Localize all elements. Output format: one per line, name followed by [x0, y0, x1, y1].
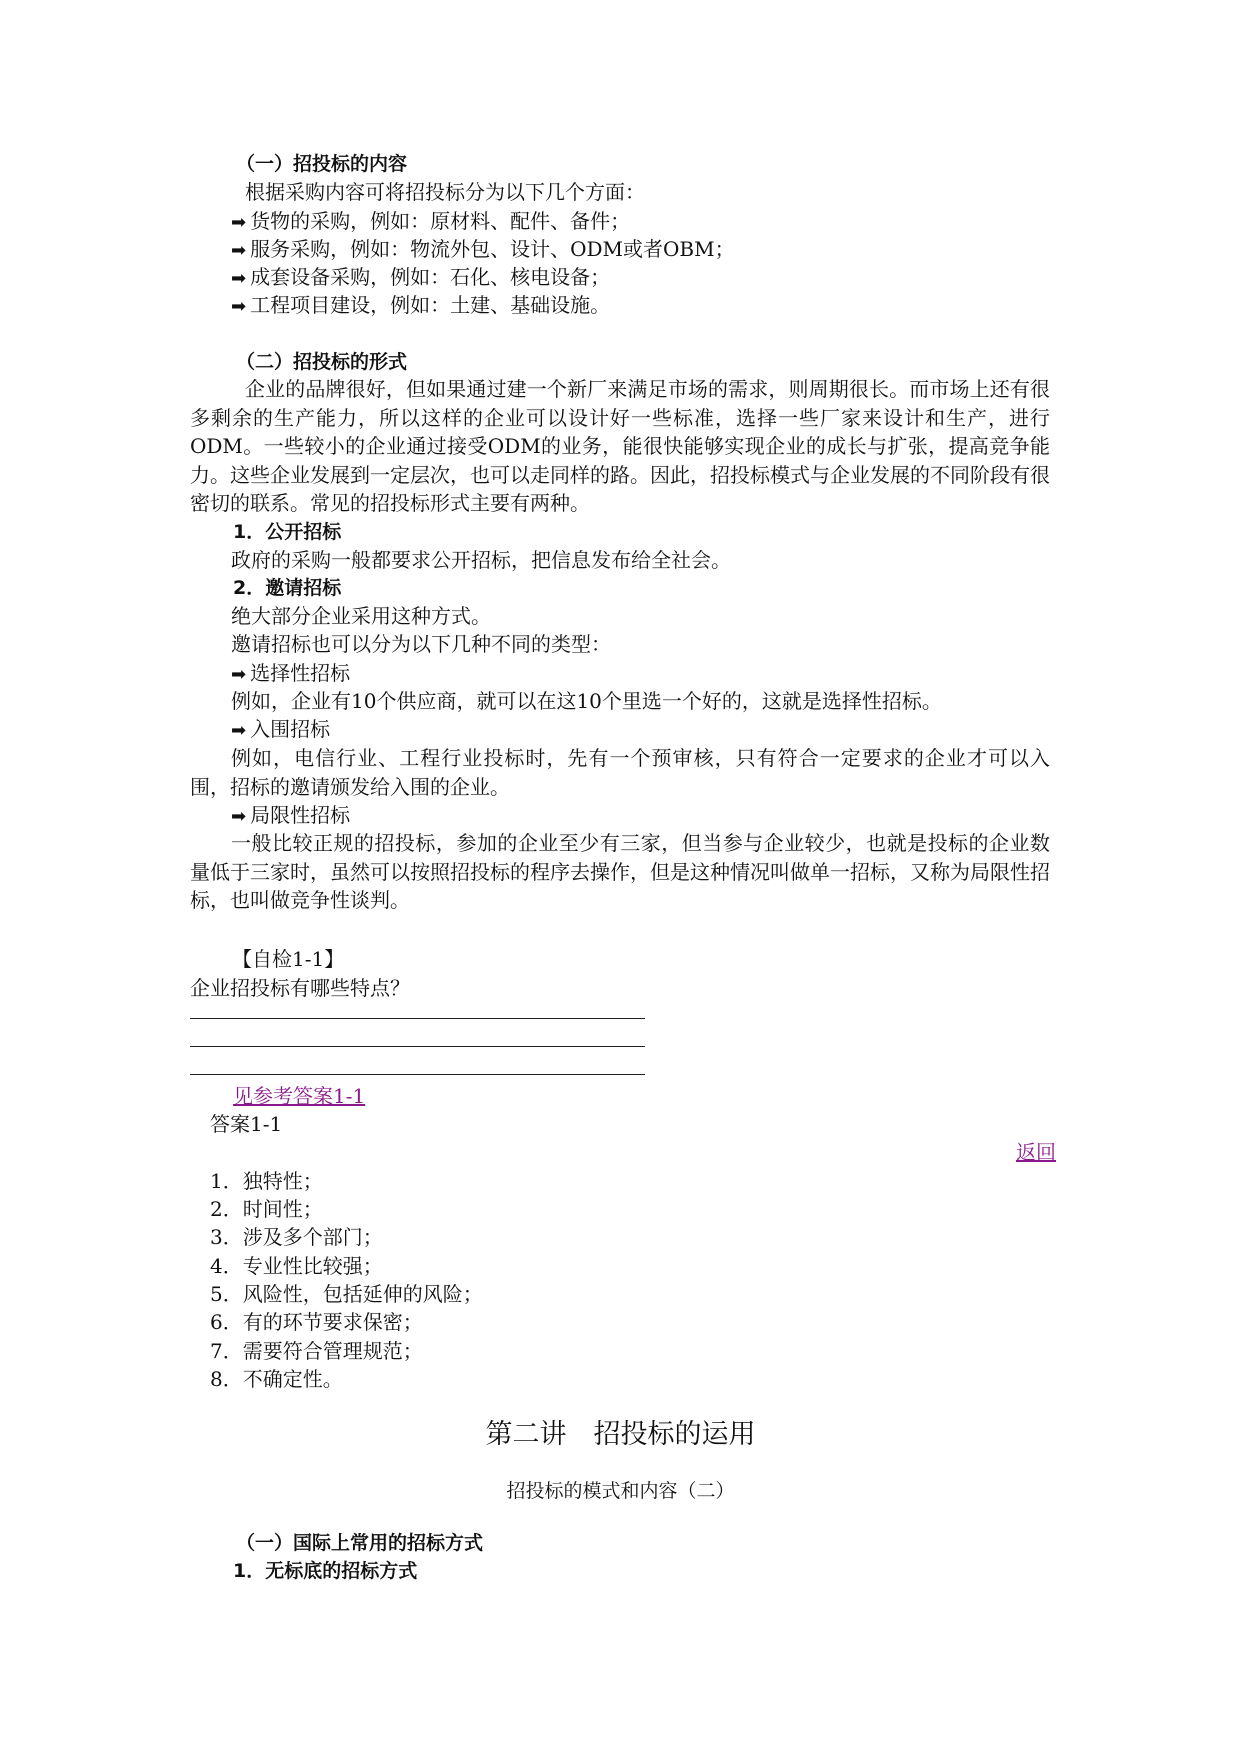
limited-text: 一般比较正规的招投标，参加的企业至少有三家，但当参与企业较少，也就是投标的企业数量低于三家时，虽然可以按照招投标的程序去操作，但是这种情况叫做单一招标，又称为局限性招标，也叫做竞争性谈判。: [190, 831, 1050, 912]
section-heading-forms: （二）招投标的形式: [236, 351, 408, 373]
list-item: ➡ 成套设备采购，例如：石化、核电设备；: [231, 265, 611, 289]
arrow-right-icon: ➡: [231, 664, 247, 685]
lecture-title: 第二讲 招投标的运用: [485, 1419, 756, 1450]
public-tender-text: 政府的采购一般都要求公开招标，把信息发布给全社会。: [231, 548, 731, 572]
back-link[interactable]: 返回: [1016, 1140, 1056, 1164]
selfcheck-label: 【自检1-1】: [232, 947, 345, 971]
arrow-right-icon: ➡: [231, 720, 247, 741]
selfcheck-question: 企业招投标有哪些特点？: [190, 976, 410, 1000]
arrow-right-icon: ➡: [231, 212, 247, 233]
arrow-right-icon: ➡: [231, 806, 247, 827]
section-intro: 根据采购内容可将招投标分为以下几个方面：: [245, 180, 645, 204]
list-item-limited: ➡ 局限性招标: [231, 803, 351, 827]
reference-answer-link[interactable]: 见参考答案1-1: [233, 1084, 366, 1108]
answer-item: 8．不确定性。: [210, 1367, 343, 1391]
list-item: ➡ 服务采购，例如：物流外包、设计、ODM或者OBM；: [231, 237, 735, 261]
list-item-shortlist: ➡ 入围招标: [231, 717, 331, 741]
answer-item: 5．风险性，包括延伸的风险；: [210, 1282, 483, 1306]
invited-tender-types-intro: 邀请招标也可以分为以下几种不同的类型：: [231, 632, 611, 656]
answer-blank-line: [190, 1018, 645, 1019]
answer-label: 答案1-1: [210, 1112, 283, 1136]
subheading-invited-tender: 2．邀请招标: [233, 577, 342, 599]
subheading-public-tender: 1．公开招标: [233, 521, 342, 543]
subheading-no-reserve-price: 1．无标底的招标方式: [233, 1560, 418, 1582]
lecture-subtitle: 招投标的模式和内容（二）: [506, 1480, 735, 1502]
answer-item: 2．时间性；: [210, 1197, 323, 1221]
arrow-right-icon: ➡: [231, 240, 247, 261]
answer-item: 7．需要符合管理规范；: [210, 1339, 423, 1363]
answer-item: 3．涉及多个部门；: [210, 1225, 383, 1249]
list-item: ➡ 货物的采购，例如：原材料、配件、备件；: [231, 209, 631, 233]
shortlist-text: 例如，电信行业、工程行业投标时，先有一个预审核，只有符合一定要求的企业才可以入围，招标的邀请颁发给入围的企业。: [190, 746, 1050, 799]
section-heading-content: （一）招投标的内容: [236, 153, 408, 175]
section-paragraph: 企业的品牌很好，但如果通过建一个新厂来满足市场的需求，则周期很长。而市场上还有很多剩余的生产能力，所以这样的企业可以设计好一些标准，选择一些厂家来设计和生产，进行ODM。一些较小的企业通过接受ODM的业务，能很快能够实现企业的成长与扩张，提高竞争能力。这些企业发展到一定层次，也可以走同样的路。因此，招投标模式与企业发展的不同阶段有很密切的联系。常见的招投标形式主要有两种。: [190, 377, 1050, 515]
invited-tender-text: 绝大部分企业采用这种方式。: [231, 604, 491, 628]
answer-item: 1．独特性；: [210, 1169, 323, 1193]
answer-blank-line: [190, 1074, 645, 1075]
arrow-right-icon: ➡: [231, 296, 247, 317]
selective-text: 例如，企业有10个供应商，就可以在这10个里选一个好的，这就是选择性招标。: [231, 689, 942, 713]
answer-item: 6．有的环节要求保密；: [210, 1310, 423, 1334]
section-heading-international: （一）国际上常用的招标方式: [236, 1532, 484, 1554]
answer-item: 4．专业性比较强；: [210, 1254, 383, 1278]
answer-blank-line: [190, 1046, 645, 1047]
list-item: ➡ 工程项目建设，例如：土建、基础设施。: [231, 293, 611, 317]
list-item-selective: ➡ 选择性招标: [231, 661, 351, 685]
arrow-right-icon: ➡: [231, 268, 247, 289]
